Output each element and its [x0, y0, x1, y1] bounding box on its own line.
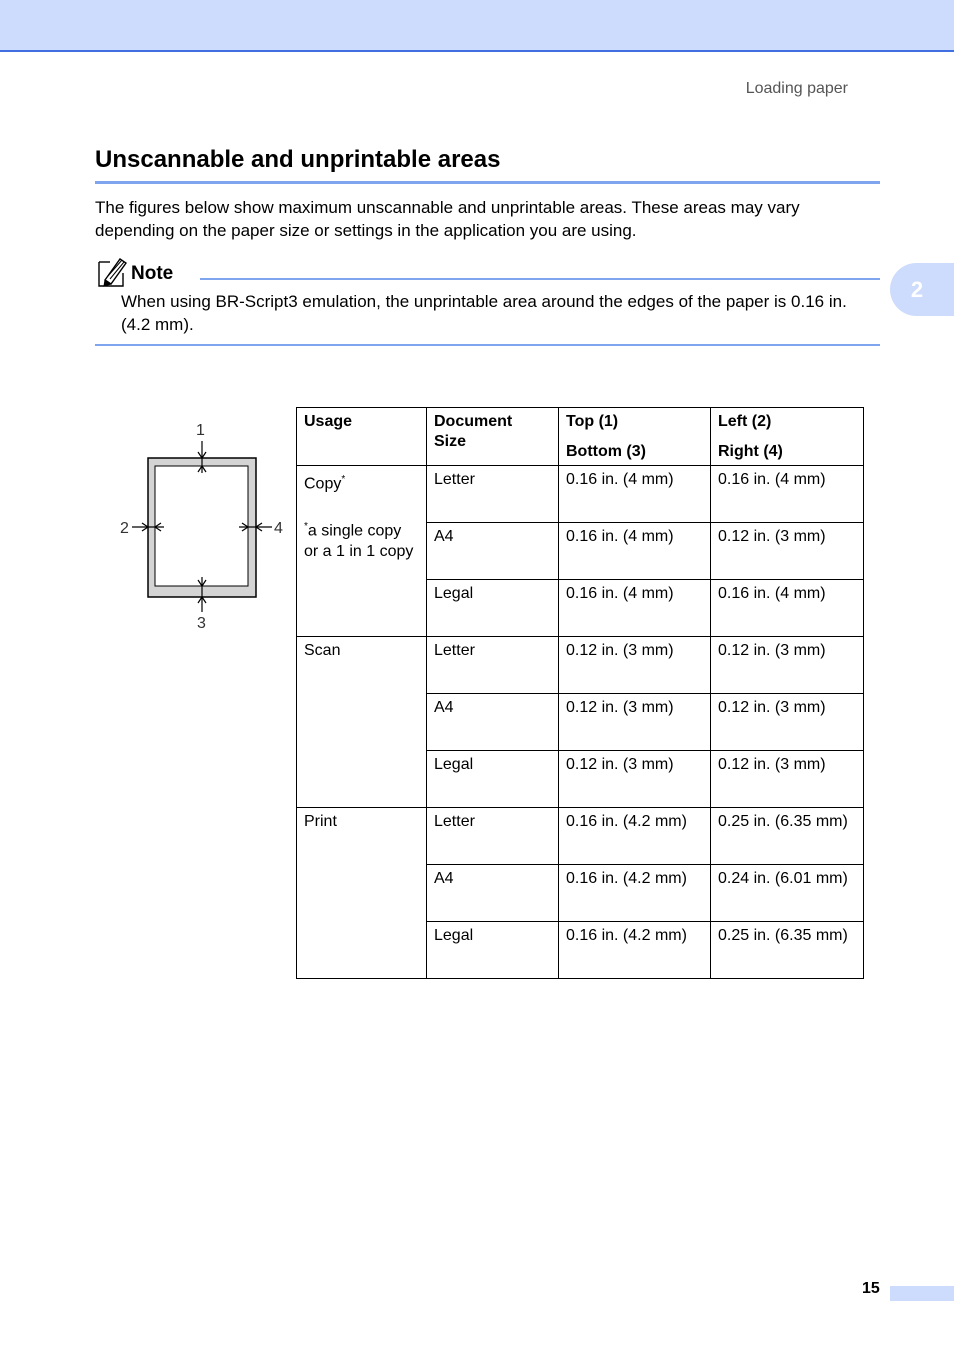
left-right-cell: 0.12 in. (3 mm) [711, 523, 864, 580]
printable-area [155, 466, 248, 586]
top-bottom-cell: 0.16 in. (4 mm) [559, 466, 711, 523]
top-bottom-cell: 0.12 in. (3 mm) [559, 751, 711, 808]
top-bottom-cell: 0.16 in. (4.2 mm) [559, 808, 711, 865]
running-header: Loading paper [745, 80, 848, 97]
top-bottom-cell: 0.16 in. (4 mm) [559, 580, 711, 637]
section-title: Unscannable and unprintable areas [95, 146, 501, 173]
size-cell: Legal [427, 922, 559, 979]
note-rule-bottom [95, 344, 880, 346]
label-top: 1 [196, 422, 205, 439]
top-band [0, 0, 954, 52]
header-top: Top (1) [566, 413, 619, 430]
header-top-bottom [559, 408, 711, 466]
note-text: When using BR-Script3 emulation, the unprintable area around the edges of the paper is 0.16 in. (4.2 mm). [121, 292, 847, 334]
label-right: 4 [274, 520, 283, 537]
size-cell: Letter [427, 637, 559, 694]
footer-bar [890, 1286, 954, 1301]
left-right-cell: 0.25 in. (6.35 mm) [711, 808, 864, 865]
footnote-marker: * [341, 474, 346, 485]
usage-footnote-text: a single copy or a 1 in 1 copy [304, 522, 414, 560]
size-cell: A4 [427, 523, 559, 580]
left-right-cell: 0.16 in. (4 mm) [711, 580, 864, 637]
footnote-marker-2: * [304, 521, 308, 533]
left-right-cell: 0.12 in. (3 mm) [711, 751, 864, 808]
top-bottom-cell: 0.16 in. (4.2 mm) [559, 865, 711, 922]
table-row [297, 637, 864, 694]
title-rule [95, 181, 880, 184]
size-cell: A4 [427, 865, 559, 922]
note-label: Note [131, 263, 174, 284]
header-document-size-line1: Document [434, 413, 513, 430]
size-cell: Letter [427, 808, 559, 865]
top-bottom-cell: 0.16 in. (4.2 mm) [559, 922, 711, 979]
header-left: Left (2) [718, 413, 772, 430]
size-cell: Legal [427, 751, 559, 808]
unprintable-area-diagram [110, 415, 295, 640]
header-left-right [711, 408, 864, 466]
unprintable-areas-table [296, 407, 864, 979]
left-right-cell: 0.12 in. (3 mm) [711, 694, 864, 751]
size-cell: A4 [427, 694, 559, 751]
header-bottom: Bottom (3) [566, 443, 646, 460]
usage-cell-scan: Scan [297, 637, 427, 808]
top-bottom-cell: 0.12 in. (3 mm) [559, 637, 711, 694]
note-pencil-icon [96, 256, 128, 288]
size-cell: Letter [427, 466, 559, 523]
usage-cell-print: Print [297, 808, 427, 979]
header-usage: Usage [297, 408, 427, 466]
chapter-number: 2 [910, 277, 924, 302]
size-cell: Legal [427, 580, 559, 637]
top-bottom-cell: 0.12 in. (3 mm) [559, 694, 711, 751]
left-right-cell: 0.25 in. (6.35 mm) [711, 922, 864, 979]
left-right-cell: 0.16 in. (4 mm) [711, 466, 864, 523]
label-left: 2 [120, 520, 129, 537]
note-rule-top [200, 278, 880, 280]
top-bottom-cell: 0.16 in. (4 mm) [559, 523, 711, 580]
table-header-row [297, 408, 864, 466]
header-document-size [427, 408, 559, 466]
usage-footnote [304, 517, 419, 561]
usage-cell-copy [297, 466, 427, 637]
left-right-cell: 0.12 in. (3 mm) [711, 637, 864, 694]
usage-label: Copy [304, 475, 342, 493]
page-number: 15 [862, 1280, 880, 1297]
label-bottom: 3 [197, 615, 206, 632]
chapter-tab [890, 263, 954, 316]
table-row [297, 466, 864, 523]
header-right: Right (4) [718, 443, 783, 460]
header-document-size-line2: Size [434, 433, 467, 450]
intro-paragraph: The figures below show maximum unscannable and unprintable areas. These areas may vary depending on the paper size or settings in the application you are using. [95, 198, 800, 240]
left-right-cell: 0.24 in. (6.01 mm) [711, 865, 864, 922]
table-row [297, 808, 864, 865]
